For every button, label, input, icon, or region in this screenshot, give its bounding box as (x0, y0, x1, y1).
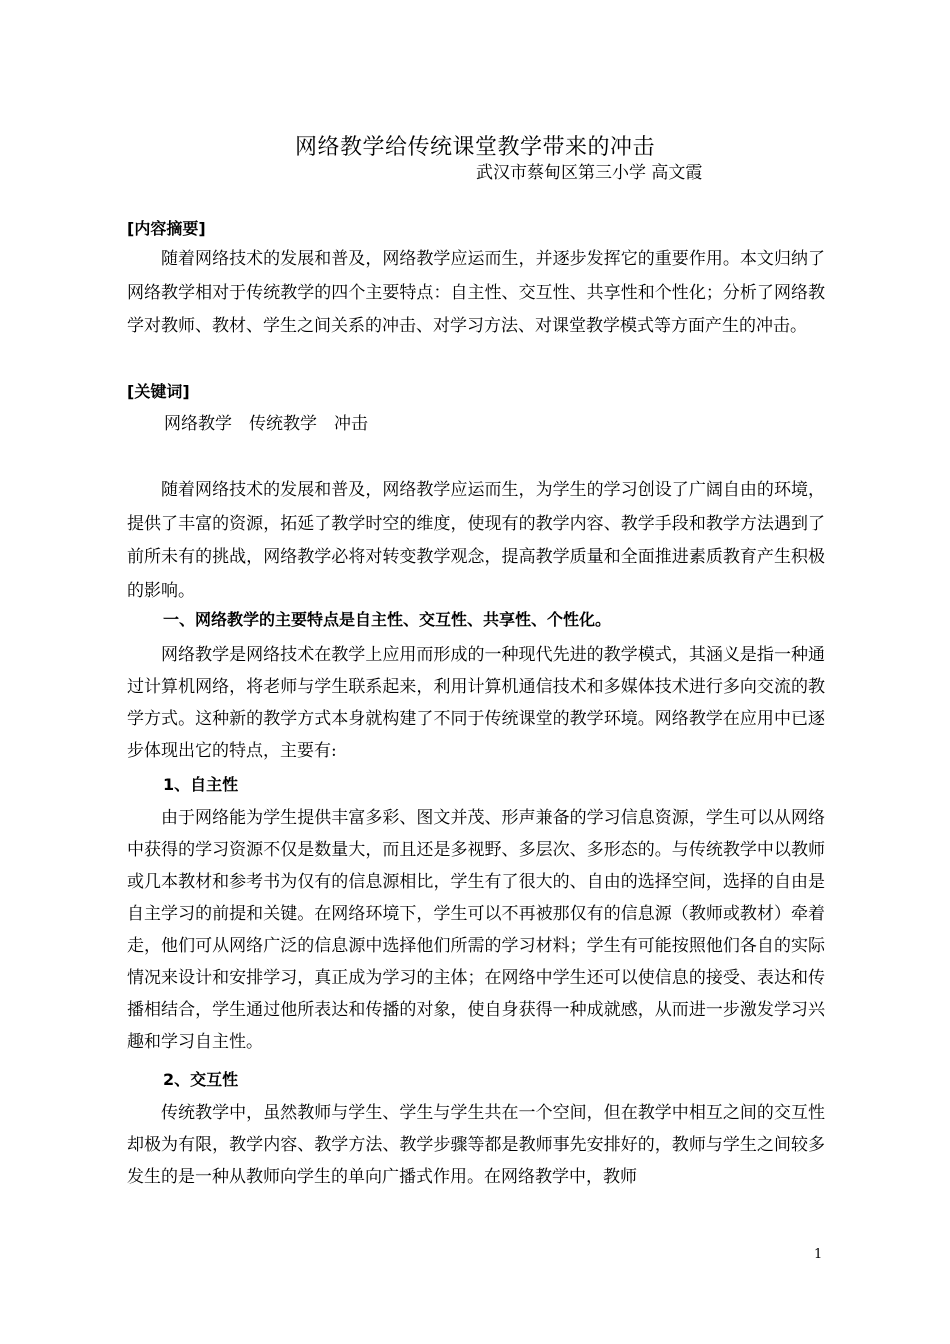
subsection2-paragraph: 传统教学中，虽然教师与学生、学生与学生共在一个空间，但在教学中相互之间的交互性却极为有限，教学内容、教学方法、教学步骤等都是教师事先安排好的，教师与学生之间较多发生的是一种从教师向学生的单向广播式作用。在网络教学中，教师 (127, 1103, 825, 1187)
abstract-label: [内容摘要] (127, 219, 206, 238)
section1-paragraph: 网络教学是网络技术在教学上应用而形成的一种现代先进的教学模式，其涵义是指一种通过计算机网络，将老师与学生联系起来，利用计算机通信技术和多媒体技术进行多向交流的教学方式。这种新的教学方式本身就构建了不同于传统课堂的教学环境。网络教学在应用中已逐步体现出它的特点，主要有: (127, 645, 825, 761)
subsection1-heading: 1、自主性 (163, 775, 239, 794)
page-number: 1 (814, 1247, 823, 1262)
author-line: 武汉市蔡甸区第三小学 高文霞 (476, 163, 703, 183)
keywords-label: [关键词] (127, 382, 190, 401)
section1-heading: 一、网络教学的主要特点是自主性、交互性、共享性、个性化。 (163, 610, 612, 629)
intro-paragraph: 随着网络技术的发展和普及，网络教学应运而生，为学生的学习创设了广阔自由的环境，提供了丰富的资源，拓延了教学时空的维度，使现有的教学内容、教学手段和教学方法遇到了前所未有的挑战，网络教学必将对转变教学观念，提高教学质量和全面推进素质教育产生积极的影响。 (127, 480, 825, 601)
subsection2-heading: 2、交互性 (163, 1070, 239, 1089)
abstract-paragraph: 随着网络技术的发展和普及，网络教学应运而生，并逐步发挥它的重要作用。本文归纳了网络教学相对于传统教学的四个主要特点：自主性、交互性、共享性和个性化；分析了网络教学对教师、教材、学生之间关系的冲击、对学习方法、对课堂教学模式等方面产生的冲击。 (127, 249, 825, 336)
keywords-line: 网络教学 传统教学 冲击 (164, 414, 368, 434)
document-title: 网络教学给传统课堂教学带来的冲击 (294, 135, 655, 160)
subsection1-paragraph: 由于网络能为学生提供丰富多彩、图文并茂、形声兼备的学习信息资源，学生可以从网络中获得的学习资源不仅是数量大，而且还是多视野、多层次、多形态的。与传统教学中以教师或几本教材和参考书为仅有的信息源相比，学生有了很大的、自由的选择空间，选择的自由是自主学习的前提和关键。在网络环境下，学生可以不再被那仅有的信息源（教师或教材）牵着走，他们可从网络广泛的信息源中选择他们所需的学习材料；学生有可能按照他们各自的实际情况来设计和安排学习，真正成为学习的主体；在网络中学生还可以使信息的接受、表达和传播相结合，学生通过他所表达和传播的对象，使自身获得一种成就感，从而进一步激发学习兴趣和学习自主性。 (127, 808, 825, 1052)
